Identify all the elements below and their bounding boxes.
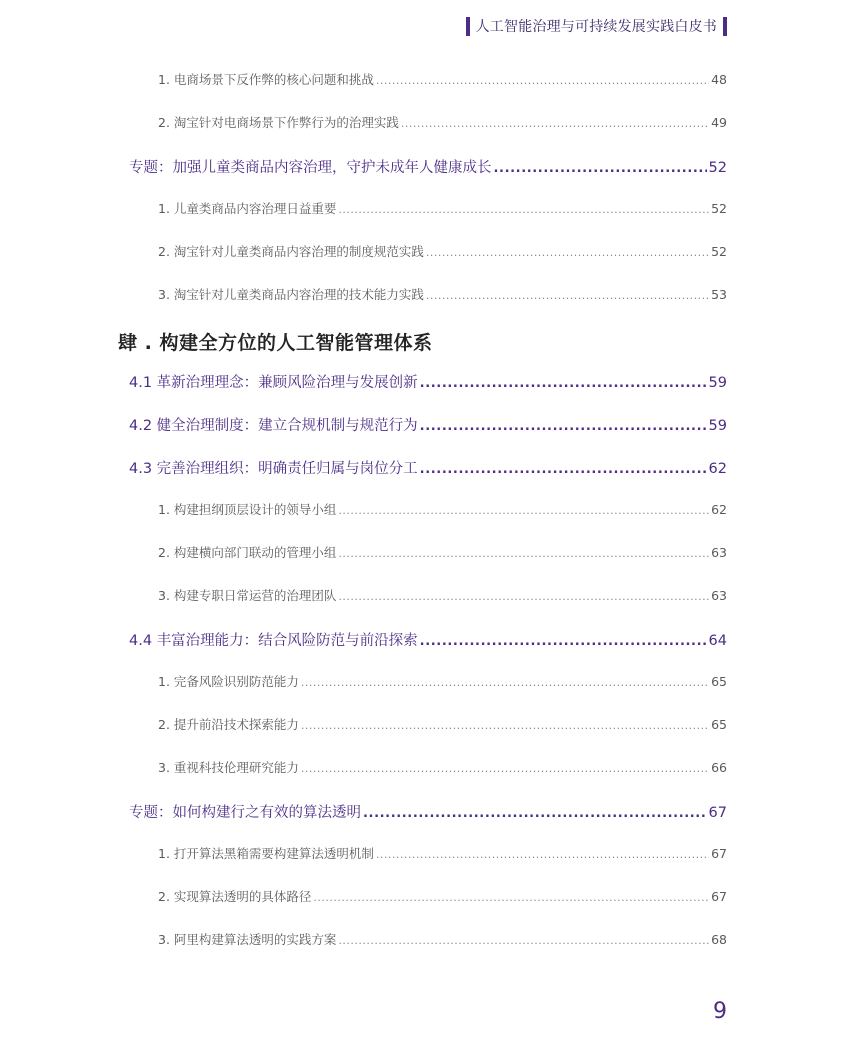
toc-entry-page: 65 <box>711 674 727 689</box>
toc-section[interactable] <box>129 629 727 650</box>
toc-section-page: 62 <box>708 461 727 477</box>
toc-entry[interactable] <box>158 543 727 561</box>
toc-section-page: 67 <box>708 805 727 821</box>
toc-section-label: 4.1 革新治理理念：兼顾风险治理与发展创新 <box>129 375 418 391</box>
toc-entry-label: 2. 构建横向部门联动的管理小组 <box>158 545 337 560</box>
leader-dots <box>338 547 709 560</box>
toc-section[interactable] <box>129 457 727 478</box>
toc-entry-label: 2. 提升前沿技术探索能力 <box>158 717 299 732</box>
toc-entry-page: 63 <box>711 545 727 560</box>
running-header <box>466 16 727 36</box>
toc-entry[interactable] <box>158 242 727 260</box>
toc-entry[interactable] <box>158 586 727 604</box>
toc-entry-page: 48 <box>711 72 727 87</box>
toc-entry-page: 53 <box>711 287 727 302</box>
toc-section-label: 4.2 健全治理制度：建立合规机制与规范行为 <box>129 418 418 434</box>
toc-entry-label: 3. 构建专职日常运营的治理团队 <box>158 588 337 603</box>
toc-entry-page: 52 <box>711 201 727 216</box>
toc-section-label: 4.4 丰富治理能力：结合风险防范与前沿探索 <box>129 633 418 649</box>
leader-dots <box>420 634 707 649</box>
toc-section-page: 59 <box>708 418 727 434</box>
leader-dots <box>376 74 709 87</box>
header-title: 人工智能治理与可持续发展实践白皮书 <box>475 19 717 35</box>
toc-section-label: 4.3 完善治理组织：明确责任归属与岗位分工 <box>129 461 418 477</box>
toc-entry-page: 66 <box>711 760 727 775</box>
toc-entry-label: 3. 阿里构建算法透明的实践方案 <box>158 932 337 947</box>
toc-section[interactable] <box>129 414 727 435</box>
toc-section-page: 64 <box>708 633 727 649</box>
leader-dots <box>338 203 709 216</box>
toc-section-label: 专题：如何构建行之有效的算法透明 <box>129 805 361 821</box>
toc-entry-label: 1. 儿童类商品内容治理日益重要 <box>158 201 337 216</box>
leader-dots <box>313 891 709 904</box>
toc-entry[interactable] <box>158 758 727 776</box>
page-number: 9 <box>713 999 727 1024</box>
toc-entry[interactable] <box>158 199 727 217</box>
header-right-bar <box>723 17 727 36</box>
chapter-heading[interactable]: 肆 . 构建全方位的人工智能管理体系 <box>118 332 433 354</box>
toc-entry-label: 2. 实现算法透明的具体路径 <box>158 889 312 904</box>
leader-dots <box>426 246 709 259</box>
toc-entry[interactable] <box>158 887 727 905</box>
leader-dots <box>338 934 709 947</box>
toc-entry-label: 2. 淘宝针对儿童类商品内容治理的制度规范实践 <box>158 244 424 259</box>
toc-entry[interactable] <box>158 844 727 862</box>
toc-entry-label: 1. 构建担纲顶层设计的领导小组 <box>158 502 337 517</box>
leader-dots <box>301 719 709 732</box>
toc-entry[interactable] <box>158 500 727 518</box>
leader-dots <box>363 806 707 821</box>
toc-section[interactable] <box>129 801 727 822</box>
toc-section[interactable] <box>129 371 727 392</box>
toc-entry[interactable] <box>158 285 727 303</box>
toc-entry-label: 1. 电商场景下反作弊的核心问题和挑战 <box>158 72 374 87</box>
toc-entry-page: 65 <box>711 717 727 732</box>
toc-entry-page: 52 <box>711 244 727 259</box>
toc-section-label: 专题：加强儿童类商品内容治理，守护未成年人健康成长 <box>129 160 492 176</box>
leader-dots <box>420 419 707 434</box>
leader-dots <box>338 504 709 517</box>
toc-entry[interactable] <box>158 930 727 948</box>
toc-entry-page: 67 <box>711 846 727 861</box>
toc-entry[interactable] <box>158 715 727 733</box>
toc-entry-page: 68 <box>711 932 727 947</box>
toc-entry-page: 67 <box>711 889 727 904</box>
toc-section-page: 59 <box>708 375 727 391</box>
leader-dots <box>376 848 709 861</box>
toc-entry[interactable] <box>158 70 727 88</box>
toc-entry-page: 49 <box>711 115 727 130</box>
leader-dots <box>301 676 709 689</box>
toc-entry[interactable] <box>158 113 727 131</box>
toc-entry-page: 62 <box>711 502 727 517</box>
toc-entry-label: 1. 打开算法黑箱需要构建算法透明机制 <box>158 846 374 861</box>
toc-entry-label: 3. 重视科技伦理研究能力 <box>158 760 299 775</box>
toc-entry-label: 2. 淘宝针对电商场景下作弊行为的治理实践 <box>158 115 399 130</box>
toc-entry-label: 3. 淘宝针对儿童类商品内容治理的技术能力实践 <box>158 287 424 302</box>
leader-dots <box>420 462 707 477</box>
leader-dots <box>426 289 709 302</box>
leader-dots <box>494 161 707 176</box>
toc-entry[interactable] <box>158 672 727 690</box>
toc-entry-label: 1. 完备风险识别防范能力 <box>158 674 299 689</box>
leader-dots <box>401 117 709 130</box>
leader-dots <box>301 762 709 775</box>
toc-entry-page: 63 <box>711 588 727 603</box>
toc-section-page: 52 <box>708 160 727 176</box>
leader-dots <box>420 376 707 391</box>
toc-section[interactable] <box>129 156 727 177</box>
leader-dots <box>338 590 709 603</box>
